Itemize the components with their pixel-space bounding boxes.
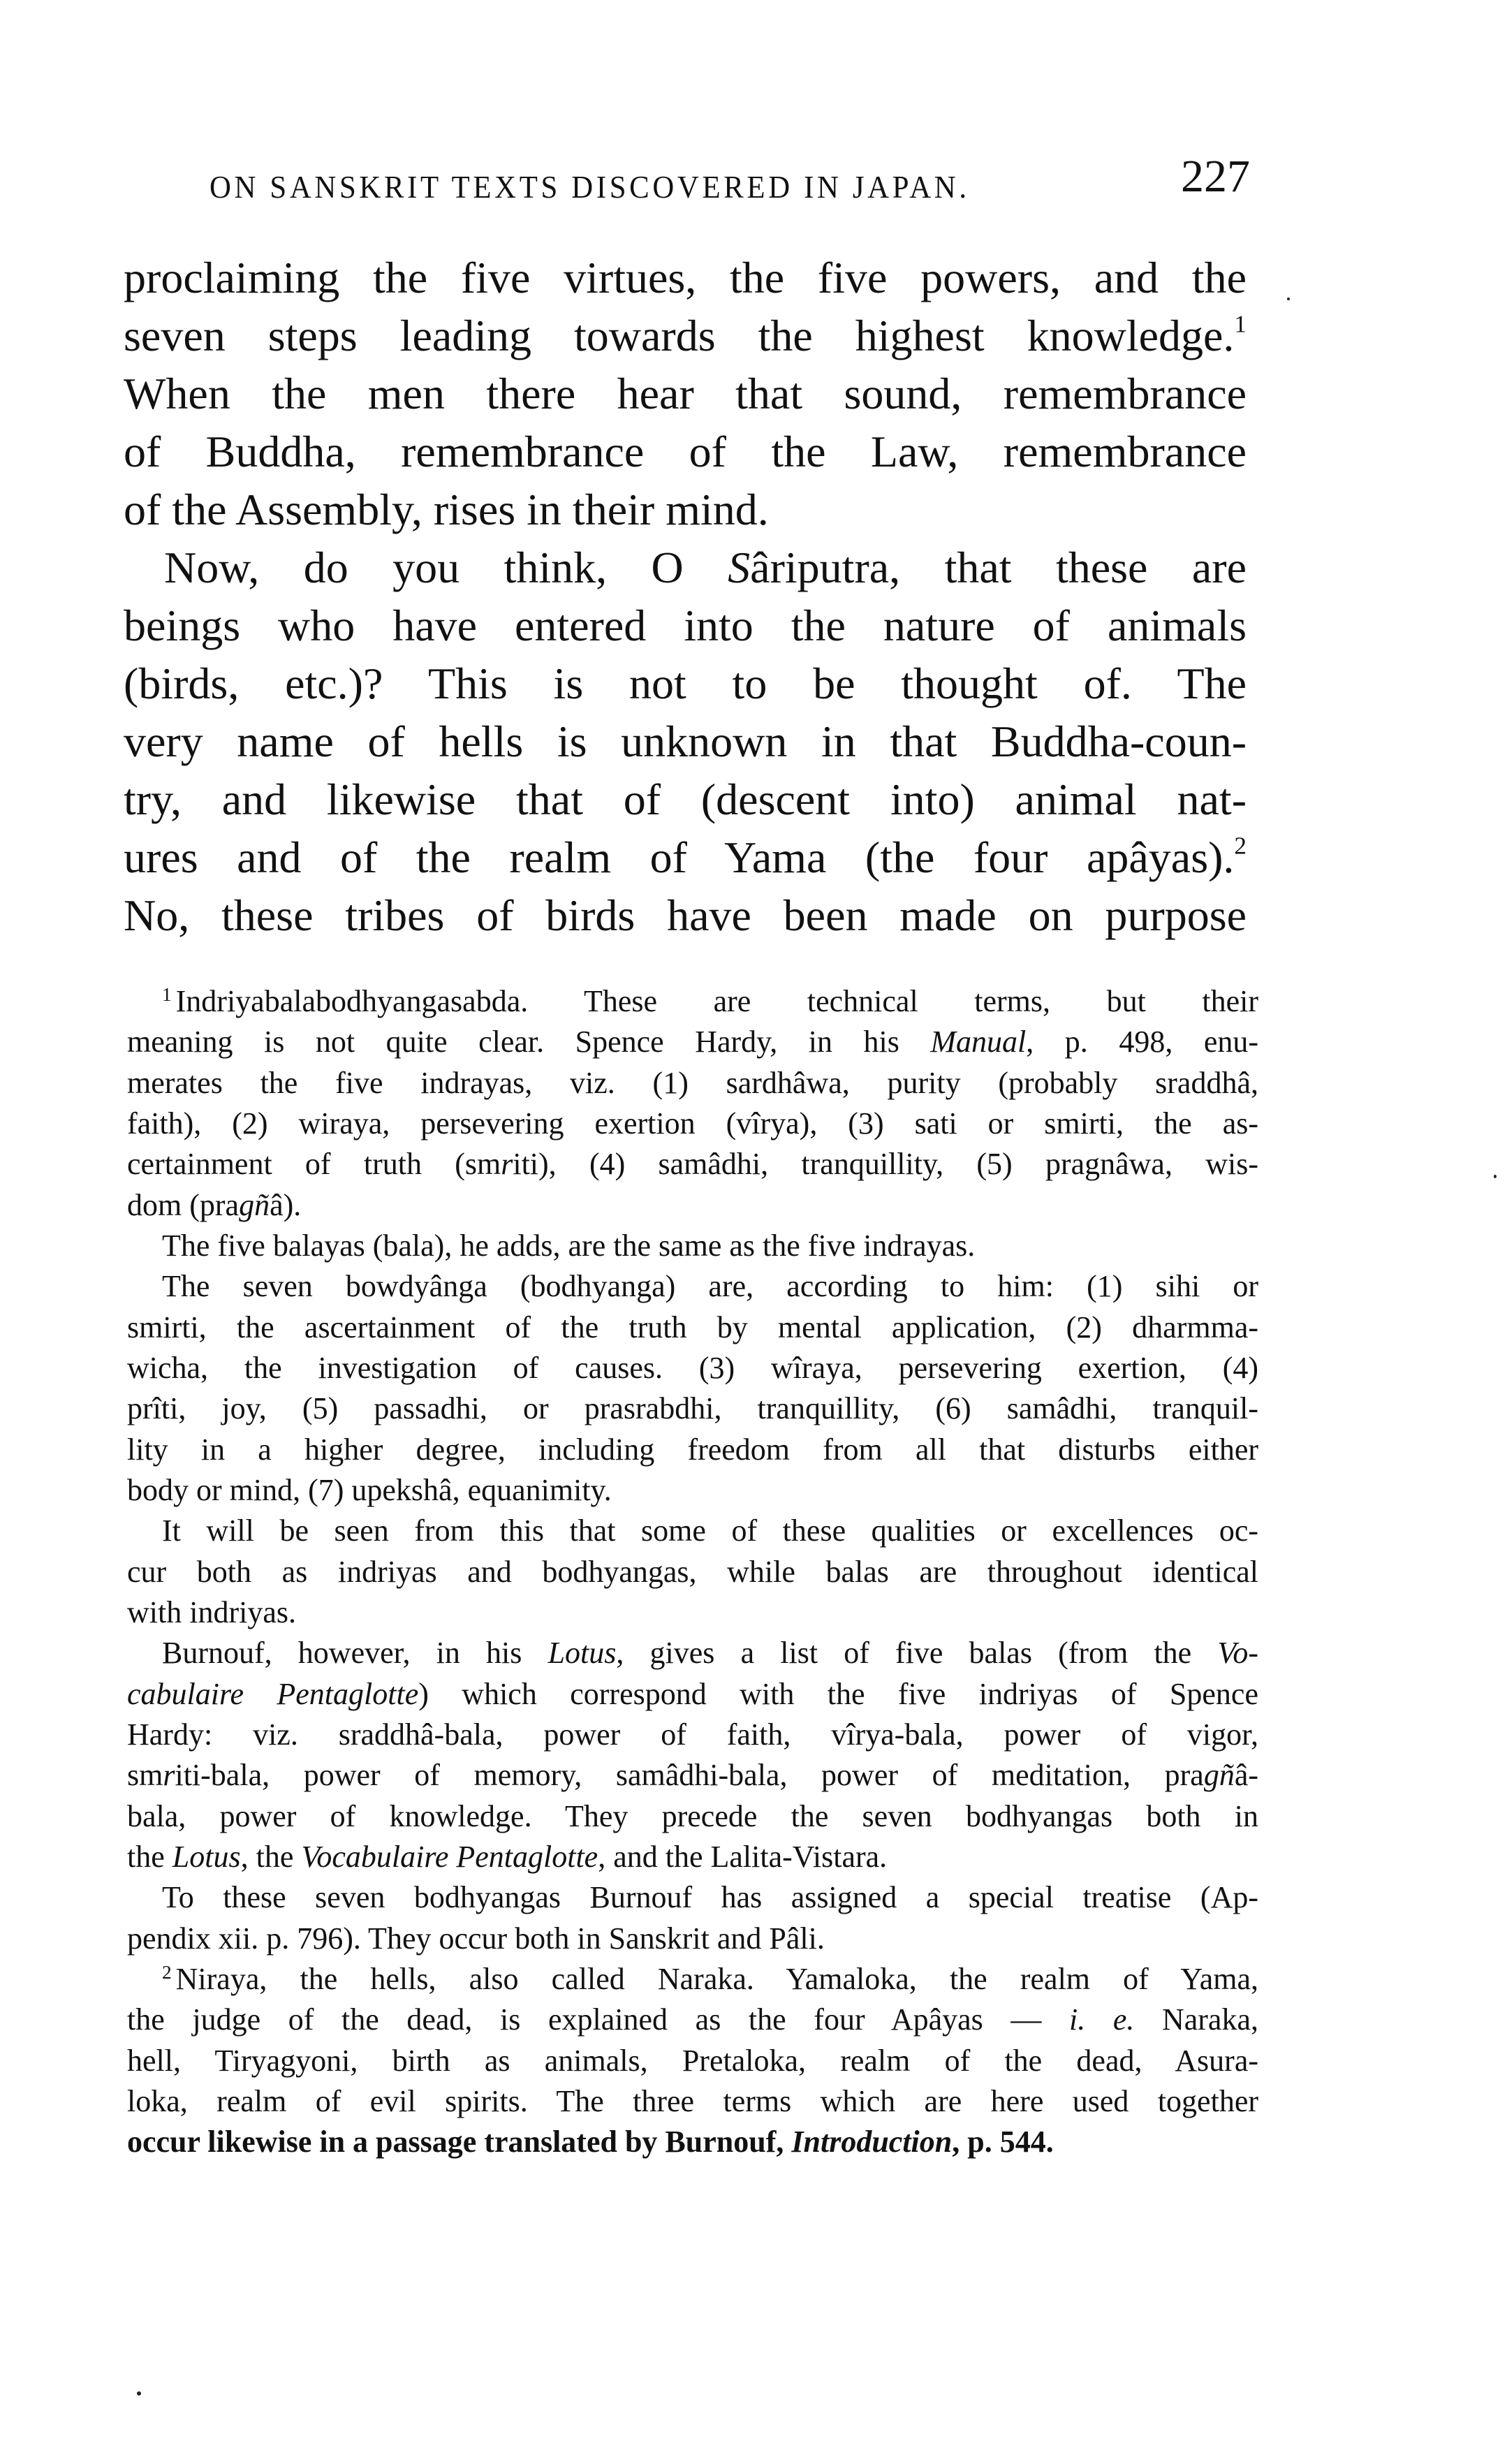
footnote-line: hell, Tiryagyoni, birth as animals, Pretaloka, realm of the dead, Asura- — [127, 2044, 1258, 2078]
footnote-2-line: $^2$ Niraya, the hells, also called Naraka. Yamaloka, the realm of Yama, — [162, 1962, 1258, 1996]
print-speck — [1494, 1175, 1497, 1178]
body-line: seven steps leading towards the highest knowledge.$^1$ — [124, 310, 1247, 360]
footnote-line: faith), (2) wiraya, persevering exertion (vîrya), (3) sati or smirti, the as- — [127, 1106, 1258, 1141]
footnote-line: The seven bowdyânga (bodhyanga) are, according to him: (1) sihi or — [162, 1269, 1258, 1303]
footnote-line: dom (pragñâ). — [127, 1188, 302, 1222]
footnote-line: meaning is not quite clear. Spence Hardy, in his Manual, p. 498, enu- — [127, 1025, 1259, 1059]
body-line: Now, do you think, O Sâriputra, that these are — [164, 543, 1247, 592]
footnote-line: Burnouf, however, in his Lotus, gives a list of five balas (from the Vo- — [162, 1636, 1259, 1670]
footnote-line: prîti, joy, (5) passadhi, or prasrabdhi, tranquillity, (6) samâdhi, tranquil- — [127, 1391, 1258, 1425]
footnote-line: the judge of the dead, is explained as the four Apâyas — i. e. Naraka, — [127, 2002, 1258, 2037]
footnote-1-line: $^1$ Indriyabalabodhyangasabda. These are technical terms, but their — [162, 984, 1258, 1018]
footnote-line: certainment of truth (smriti), (4) samâdhi, tranquillity, (5) pragnâwa, wis- — [127, 1147, 1259, 1181]
footnote-line: occur likewise in a passage translated by Burnouf, Introduction, p. 544. — [127, 2125, 1054, 2159]
footnote-line: wicha, the investigation of causes. (3) wîraya, persevering exertion, (4) — [127, 1351, 1258, 1385]
footnote-ref-2[interactable]: 2 — [1234, 832, 1247, 860]
page-number: 227 — [1181, 151, 1250, 202]
footnote-line: with indriyas. — [127, 1595, 296, 1629]
body-line: of Buddha, remembrance of the Law, remembrance — [124, 427, 1247, 476]
footnote-line: merates the five indrayas, viz. (1) sardhâwa, purity (probably sraddhâ, — [127, 1066, 1258, 1100]
body-line: beings who have entered into the nature of animals — [124, 601, 1247, 650]
footnote-line: The five balayas (bala), he adds, are the same as the five indrayas. — [162, 1229, 976, 1263]
body-line: No, these tribes of birds have been made on purpose — [124, 890, 1247, 940]
print-speck — [1287, 298, 1290, 300]
footnote-line: pendix xii. p. 796). They occur both in Sanskrit and Pâli. — [127, 1921, 825, 1956]
body-line: of the Assembly, rises in their mind. — [124, 485, 769, 534]
footnote-marker-2: 2 — [162, 1962, 172, 1983]
footnote-line: body or mind, (7) upekshâ, equanimity. — [127, 1473, 612, 1507]
footnote-line: loka, realm of evil spirits. The three terms which are here used together — [127, 2084, 1258, 2118]
footnote-line: To these seven bodhyangas Burnouf has assigned a special treatise (Ap- — [162, 1880, 1258, 1914]
body-line: proclaiming the five virtues, the five powers, and the — [124, 253, 1247, 302]
footnote-line: lity in a higher degree, including freedom from all that disturbs either — [127, 1432, 1258, 1467]
body-line: very name of hells is unknown in that Buddha-coun- — [124, 717, 1247, 766]
footnote-ref-1[interactable]: 1 — [1234, 310, 1247, 338]
print-speck — [137, 2391, 141, 2396]
footnote-line: cabulaire Pentaglotte) which correspond with the five indriyas of Spence — [127, 1677, 1258, 1711]
footnote-line: It will be seen from this that some of these qualities or excellences oc- — [162, 1513, 1258, 1548]
footnote-line: cur both as indriyas and bodhyangas, while balas are throughout identical — [127, 1555, 1258, 1589]
footnote-line: Hardy: viz. sraddhâ-bala, power of faith, vîrya-bala, power of vigor, — [127, 1717, 1258, 1752]
body-line: ures and of the realm of Yama (the four apâyas).$^2$ — [124, 832, 1247, 882]
body-line: (birds, etc.)? This is not to be thought of. The — [124, 659, 1247, 708]
body-line: try, and likewise that of (descent into) animal nat- — [124, 775, 1247, 824]
footnote-line: the Lotus, the Vocabulaire Pentaglotte, and the Lalita-Vistara. — [127, 1840, 888, 1874]
footnote-line: bala, power of knowledge. They precede the seven bodhyangas both in — [127, 1799, 1258, 1833]
body-line: When the men there hear that sound, remembrance — [124, 369, 1247, 418]
footnote-line: smriti-bala, power of memory, samâdhi-bala, power of meditation, pragñâ- — [127, 1758, 1258, 1792]
running-title: ON SANSKRIT TEXTS DISCOVERED IN JAPAN. — [209, 169, 970, 205]
footnote-marker-1: 1 — [162, 984, 172, 1005]
footnote-line: smirti, the ascertainment of the truth by mental application, (2) dharmma- — [127, 1310, 1258, 1344]
